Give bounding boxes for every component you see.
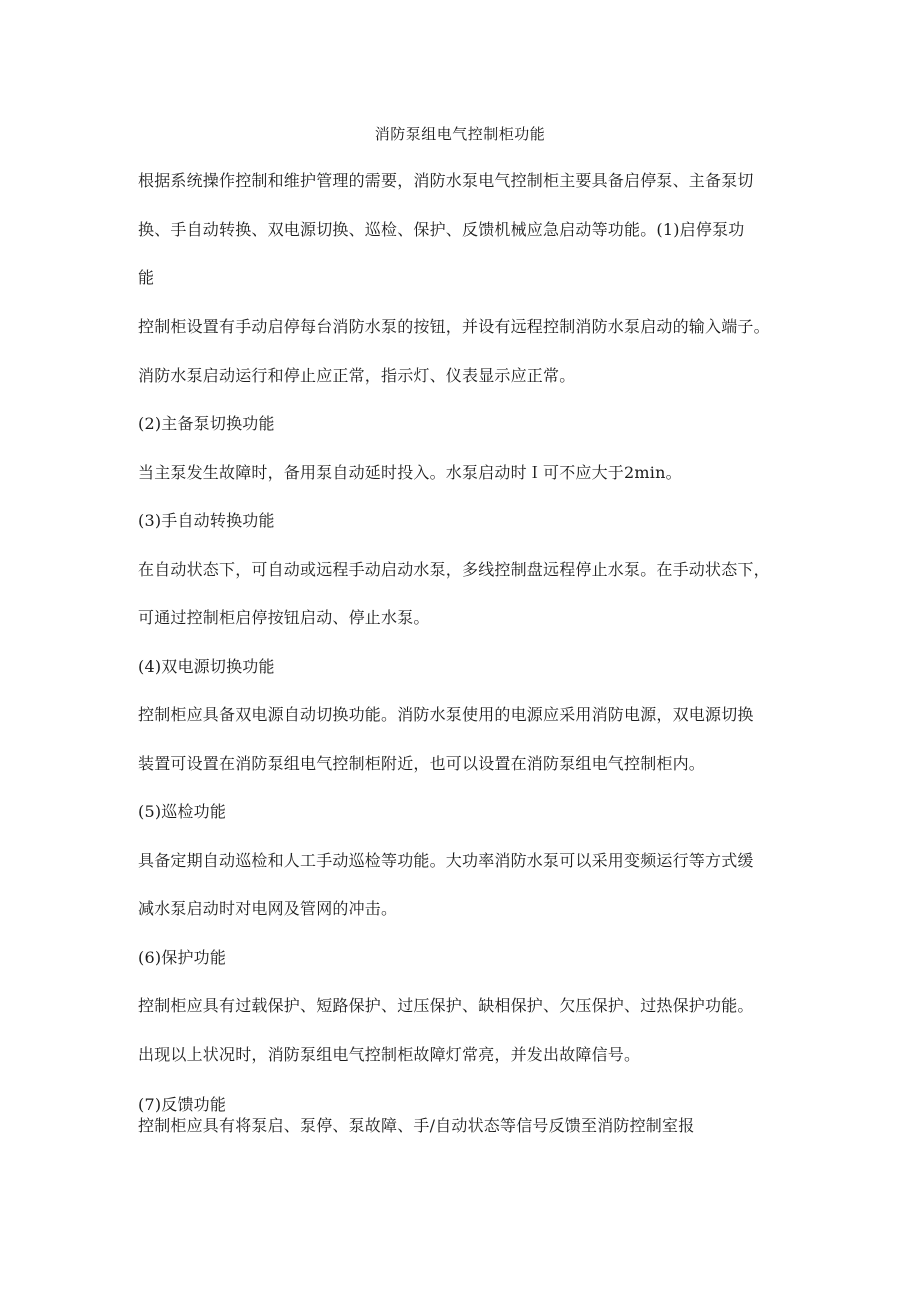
paragraph-line: 控制柜应具有将泵启、泵停、泵故障、手/自动状态等信号反馈至消防控制室报	[138, 1116, 695, 1135]
paragraph-line: 控制柜设置有手动启停每台消防水泵的按钮，并设有远程控制消防水泵启动的输入端子。	[138, 317, 770, 336]
section-heading: (7)反馈功能	[138, 1095, 227, 1114]
document-title: 消防泵组电气控制柜功能	[374, 125, 546, 143]
paragraph-line: 消防水泵启动运行和停止应正常，指示灯、仪表显示应正常。	[138, 366, 576, 385]
paragraph-line: 当主泵发生故障时，备用泵自动延时投入。水泵启动时Ｉ可不应大于2min。	[138, 463, 682, 482]
paragraph-line: 控制柜应具有过载保护、短路保护、过压保护、缺相保护、欠压保护、过热保护功能。	[138, 996, 754, 1015]
paragraph-line: 在自动状态下，可自动或远程手动启动水泵，多线控制盘远程停止水泵。在手动状态下，	[138, 560, 770, 579]
paragraph-line: 可通过控制柜启停按钮启动、停止水泵。	[138, 608, 430, 627]
paragraph-line: 具备定期自动巡检和人工手动巡检等功能。大功率消防水泵可以采用变频运行等方式缓	[138, 851, 754, 870]
paragraph-line: 减水泵启动时对电网及管网的冲击。	[138, 899, 398, 918]
section-heading: (4)双电源切换功能	[138, 657, 275, 676]
paragraph-line: 控制柜应具备双电源自动切换功能。消防水泵使用的电源应采用消防电源，双电源切换	[138, 705, 754, 724]
section-heading: (3)手自动转换功能	[138, 511, 275, 530]
section-heading: (2)主备泵切换功能	[138, 414, 275, 433]
paragraph-line: 能	[138, 268, 155, 287]
section-heading: (6)保护功能	[138, 948, 227, 967]
paragraph-line: 换、手自动转换、双电源切换、巡检、保护、反馈机械应急启动等功能。(1)启停泵功	[138, 220, 745, 239]
paragraph-line: 根据系统操作控制和维护管理的需要，消防水泵电气控制柜主要具备启停泵、主备泵切	[138, 171, 754, 190]
paragraph-line: 出现以上状况时，消防泵组电气控制柜故障灯常亮，并发出故障信号。	[138, 1045, 641, 1064]
section-heading: (5)巡检功能	[138, 802, 227, 821]
paragraph-line: 装置可设置在消防泵组电气控制柜附近，也可以设置在消防泵组电气控制柜内。	[138, 754, 706, 773]
